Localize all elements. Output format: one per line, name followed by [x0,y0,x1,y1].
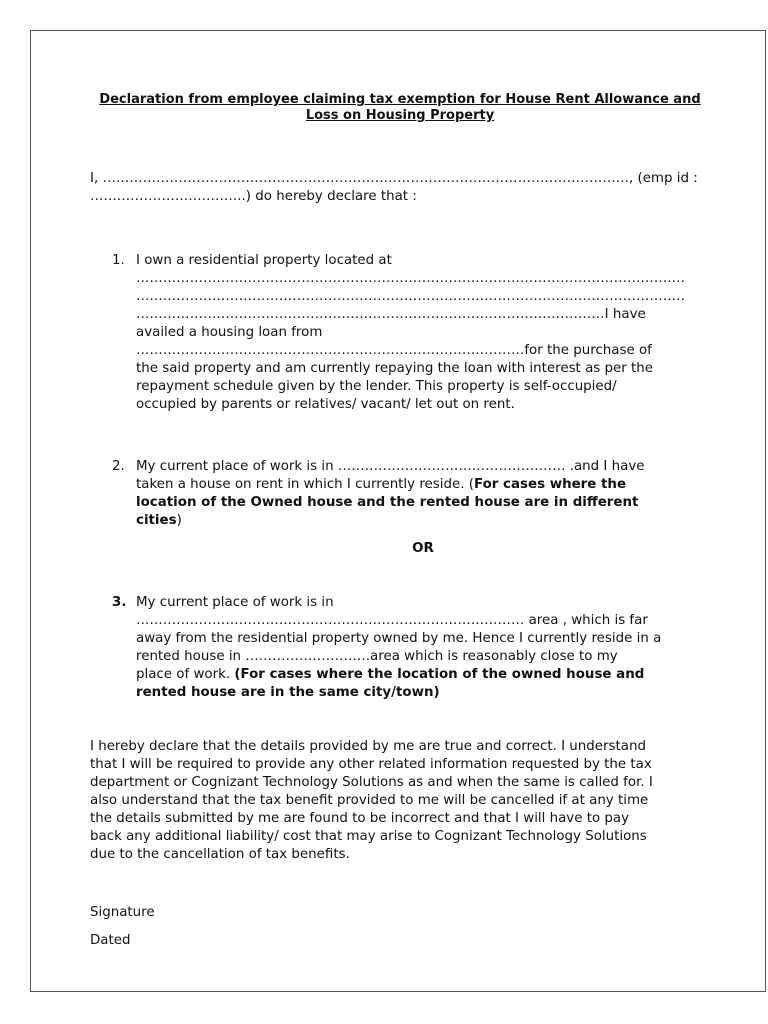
item-2-line [136,512,710,530]
document-content [90,92,710,950]
declaration-items [90,252,710,530]
declaration-item-3 [90,594,710,702]
item-number: 1. [112,253,125,268]
item-3-line-plain: place of work. [136,667,235,682]
item-2-line: location of the Owned house and the rented house are in different [136,495,639,510]
item-2-close-paren: ) [176,513,182,528]
item-2-line-bold: For cases where the [473,477,627,492]
intro-line-1: I, ………………………………………………………………………………………………………., (emp id : [90,171,698,186]
item-2-line: My current place of work is in …………………………………………… .and I have [136,459,645,474]
declaration-line: that I will be required to provide any other related information requested by the tax [90,757,652,772]
item-3-line-bold: (For cases where the location of the owned house and [234,667,645,682]
declaration-item-1 [90,252,710,414]
item-1-line: the said property and am currently repaying the loan with interest as per the [136,361,653,376]
or-separator: OR [412,541,434,556]
item-2-line-bold: cities [136,513,177,528]
item-3-line: …………………………………………………………………………… area , which is far [136,613,648,628]
declaration-line: department or Cognizant Technology Solutions as and when the same is called for. I [90,775,653,790]
item-3-line: rented house in ……………………….area which is reasonably close to my [136,649,618,664]
item-1-line: …………………………………………………………………………………………………………… [136,289,686,304]
intro-line-2: ……………………………..) do hereby declare that : [90,189,417,204]
item-3-line: rented house are in the same city/town) [136,685,440,700]
declaration-paragraph [90,738,710,864]
title-line-2: Loss on Housing Property [305,108,495,123]
item-3-line [136,666,710,684]
item-2-line [136,476,710,494]
declaration-line: I hereby declare that the details provided by me are true and correct. I understand [90,739,646,754]
item-number: 3. [112,595,127,610]
item-3-line: away from the residential property owned by me. Hence I currently reside in a [136,631,662,646]
item-1-line: ……………………………………………………………………………………………I have [136,307,646,322]
item-1-line: I own a residential property located at [136,253,392,268]
item-2-line-plain: taken a house on rent in which I currently reside. ( [136,477,474,492]
declaration-item-2 [90,458,710,530]
signature-label: Signature [90,905,155,920]
dated-label: Dated [90,933,131,948]
item-1-line: repayment schedule given by the lender. This property is self-occupied/ [136,379,617,394]
declaration-line: also understand that the tax benefit provided to me will be cancelled if at any time [90,793,649,808]
declaration-line: back any additional liability/ cost that may arise to Cognizant Technology Solutions [90,829,647,844]
document-page [30,30,766,992]
item-1-line: availed a housing loan from [136,325,323,340]
item-number: 2. [112,459,125,474]
document-title [90,92,710,124]
item-3-line: My current place of work is in [136,595,334,610]
item-1-line: …………………………………………………………………………………………………………… [136,271,686,286]
title-line-1: Declaration from employee claiming tax exemption for House Rent Allowance and [99,92,701,107]
item-1-line: occupied by parents or relatives/ vacant/ let out on rent. [136,397,515,412]
item-1-line: ……………………………………………………………………………for the purchase of [136,343,652,358]
declaration-items-continued [90,594,710,702]
declaration-line: the details submitted by me are found to be incorrect and that I will have to pay [90,811,630,826]
declaration-line: due to the cancellation of tax benefits. [90,847,350,862]
intro-paragraph [90,170,710,206]
